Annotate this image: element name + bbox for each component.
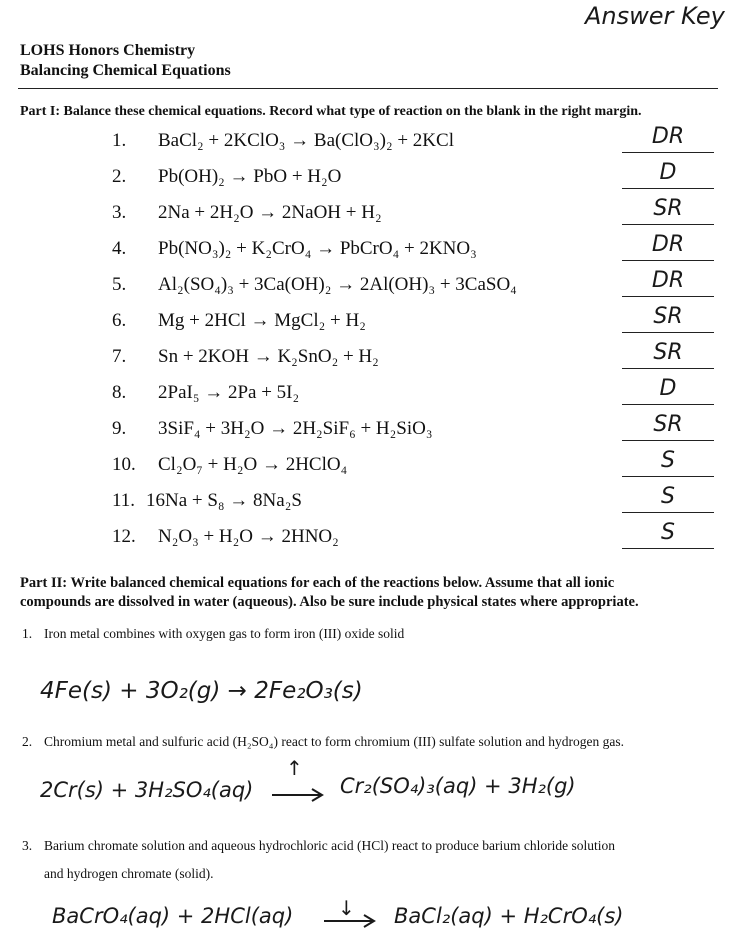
part2-instructions-line2: compounds are dissolved in water (aqueous). Also be sure include physical states where appropriate. <box>20 594 639 610</box>
reaction-type-answer: DR <box>651 268 685 293</box>
reaction-type-answer: SR <box>653 412 683 437</box>
equation-row <box>0 160 736 196</box>
equation-row <box>0 376 736 412</box>
equation-row <box>0 232 736 268</box>
equation-text: Pb(OH)₂ → PbO + H₂O <box>158 166 342 187</box>
equation-number: 4. <box>112 238 127 259</box>
answer-blank <box>622 188 714 189</box>
gas-arrow-mark: ↑ <box>286 756 303 780</box>
equation-row <box>0 196 736 232</box>
equation-number: 10. <box>112 454 136 475</box>
equation-number: 9. <box>112 418 127 439</box>
question-3-answer-left: BaCrO₄(aq) + 2HCl(aq) <box>52 904 294 928</box>
equation-number: 12. <box>112 526 136 547</box>
answer-blank <box>622 152 714 153</box>
reaction-type-answer: DR <box>651 124 685 149</box>
equation-text: N₂O₃ + H₂O → 2HNO₂ <box>158 526 339 547</box>
reaction-type-answer: D <box>659 160 677 185</box>
equation-row <box>0 520 736 556</box>
reaction-type-answer: DR <box>651 232 685 257</box>
equation-text: 2PaI₅ → 2Pa + 5I₂ <box>158 382 300 403</box>
equation-text: Pb(NO₃)₂ + K₂CrO₄ → PbCrO₄ + 2KNO₃ <box>158 238 477 259</box>
question-number: 3. <box>22 838 33 853</box>
question-number: 2. <box>22 734 33 749</box>
equation-number: 6. <box>112 310 127 331</box>
equation-text: Cl₂O₇ + H₂O → 2HClO₄ <box>158 454 348 475</box>
answer-blank <box>622 296 714 297</box>
equation-row <box>0 340 736 376</box>
equation-number: 11. <box>112 490 136 511</box>
question-number: 1. <box>22 626 33 641</box>
question-text: Barium chromate solution and aqueous hydrochloric acid (HCl) react to produce barium chloride solution <box>44 838 615 853</box>
question-3-answer-right: BaCl₂(aq) + H₂CrO₄(s) <box>394 904 624 928</box>
reaction-type-answer: S <box>661 520 675 545</box>
answer-blank <box>622 404 714 405</box>
equation-text: BaCl₂ + 2KClO₃ → Ba(ClO₃)₂ + 2KCl <box>158 130 454 151</box>
equation-text: Al₂(SO₄)₃ + 3Ca(OH)₂ → 2Al(OH)₃ + 3CaSO₄ <box>158 274 517 295</box>
equation-text: Mg + 2HCl → MgCl₂ + H₂ <box>158 310 366 331</box>
answer-blank <box>622 332 714 333</box>
course-title: LOHS Honors Chemistry <box>20 42 196 59</box>
equation-text: 3SiF₄ + 3H₂O → 2H₂SiF₆ + H₂SiO₃ <box>158 418 433 439</box>
part1-instructions: Part I: Balance these chemical equations. Record what type of reaction on the blank in the right margin. <box>20 104 642 119</box>
question-text: Iron metal combines with oxygen gas to form iron (III) oxide solid <box>44 626 405 641</box>
answer-blank <box>622 260 714 261</box>
answer-blank <box>622 224 714 225</box>
part2-instructions-line1: Part II: Write balanced chemical equations for each of the reactions below. Assume that all ionic <box>20 575 615 591</box>
answer-blank <box>622 512 714 513</box>
equation-number: 8. <box>112 382 127 403</box>
equation-row <box>0 124 736 160</box>
reaction-arrow-icon <box>270 788 326 802</box>
reaction-arrow-icon <box>322 914 378 928</box>
question-text: and hydrogen chromate (solid). <box>44 866 214 881</box>
question-2-answer-left: 2Cr(s) + 3H₂SO₄(aq) <box>40 778 254 802</box>
question-1 <box>22 620 404 648</box>
equation-row <box>0 448 736 484</box>
header-divider <box>18 88 718 89</box>
equation-number: 3. <box>112 202 127 223</box>
reaction-type-answer: SR <box>653 340 683 365</box>
equation-number: 5. <box>112 274 127 295</box>
question-text: Chromium metal and sulfuric acid (H₂SO₄) react to form chromium (III) sulfate solution and hydrogen gas. <box>44 734 625 749</box>
equation-row <box>0 268 736 304</box>
question-2-answer-right: Cr₂(SO₄)₃(aq) + 3H₂(g) <box>340 774 576 798</box>
equation-number: 1. <box>112 130 127 151</box>
question-2 <box>22 728 624 756</box>
question-3 <box>22 832 615 860</box>
equation-number: 2. <box>112 166 127 187</box>
equation-number: 7. <box>112 346 127 367</box>
precipitate-arrow-mark: ↓ <box>338 896 355 920</box>
reaction-type-answer: S <box>661 448 675 473</box>
equation-row <box>0 412 736 448</box>
reaction-type-answer: SR <box>653 304 683 329</box>
answer-blank <box>622 548 714 549</box>
reaction-type-answer: SR <box>653 196 683 221</box>
equation-row <box>0 304 736 340</box>
answer-blank <box>622 368 714 369</box>
question-3-line2 <box>44 860 213 888</box>
equation-text: 16Na + S₈ → 8Na₂S <box>146 490 302 511</box>
question-1-answer: 4Fe(s) + 3O₂(g) → 2Fe₂O₃(s) <box>40 678 363 704</box>
equation-text: Sn + 2KOH → K₂SnO₂ + H₂ <box>158 346 379 367</box>
answer-blank <box>622 476 714 477</box>
worksheet-title: Balancing Chemical Equations <box>20 62 231 79</box>
answer-blank <box>622 440 714 441</box>
equation-text: 2Na + 2H₂O → 2NaOH + H₂ <box>158 202 382 223</box>
equation-row <box>0 484 736 520</box>
reaction-type-answer: S <box>661 484 675 509</box>
reaction-type-answer: D <box>659 376 677 401</box>
answer-key-note: Answer Key <box>585 2 725 30</box>
